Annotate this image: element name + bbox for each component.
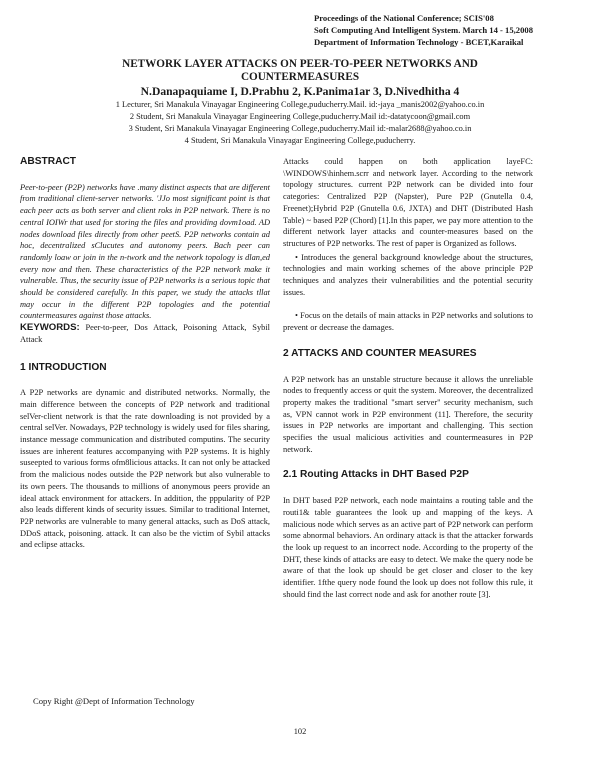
right-column <box>283 156 533 601</box>
section-2-heading: 2 ATTACKS AND COUNTER MEASURES <box>283 347 477 359</box>
copyright-footer: Copy Right @Dept of Information Technology <box>33 696 195 706</box>
introduction-heading: 1 INTRODUCTION <box>20 361 107 373</box>
affiliation-3: 3 Student, Sri Manakula Vinayagar Engineering College,puducherry.Mail id:-malar2688@yahoo.co.in <box>128 124 472 133</box>
attacks-intro-text: Attacks could happen on both application layeFC: \WINDOWS\hinhem.scrr and network layer. According to the network topology structures. current P2P network can be divided into four categories: Centralized P2P (Napster), Pure P2P (Gnutella 0.4, Freenet);Hybrid P2P (Gnutella 0.6, JXTA) and DHT (Distributed Hash Table) ~ based P2P (Chord) [1].In this paper, we pay more attention to the different network layer attacks and counter-measures based on the structures of P2P networks. The rest of paper is Organized as follows. <box>283 157 533 248</box>
page-number: 102 <box>293 727 307 736</box>
header-line-1: Proceedings of the National Conference; SCIS'08 <box>314 13 494 23</box>
header-line-3: Department of Information Technology - BCET,Karaikal <box>314 37 524 47</box>
bullet-2: • Focus on the details of main attacks in P2P networks and solutions to prevent or decrease the damages. <box>283 311 533 333</box>
paper-title-line-1: NETWORK LAYER ATTACKS ON PEER-TO-PEER NETWORKS AND <box>122 58 478 70</box>
paper-title-line-2: COUNTERMEASURES <box>240 71 360 83</box>
keywords <box>20 322 270 345</box>
header-line-2: Soft Computing And Intelligent System. March 14 - 15,2008 <box>314 25 533 35</box>
authors: N.Danapaquiame I, D.Prabhu 2, K.Panima1ar 3, D.Nivedhitha 4 <box>140 85 460 98</box>
left-column <box>20 156 270 551</box>
abstract-heading: ABSTRACT <box>20 156 77 167</box>
keywords-label: KEYWORDS: <box>20 322 80 334</box>
section-2-1-text: In DHT based P2P network, each node maintains a routing table and the routi1& table guarantees the look up and mapping of the keys. A malicious node which serves as an active part of P2P network can perform some abnormal behaviors. An ordinary attack is that the attacker forwards the look up request to an incorrect node. According to the property of the DHT, these kinds of attacks are easy to detect. We make the query node be aware of that the look up should be get closer and closer to the key identifier. 1fthe query node found the look up does not follow this rule, it should find the last correct node and ask for another route [3]. <box>283 496 533 599</box>
bullet-1: • Introduces the general background knowledge about the structures, technologies and main working schemes of the above principle P2P techniques and analyzes their vulnerabilities and the potential security issues. <box>283 252 533 297</box>
affiliation-1: 1 Lecturer, Sri Manakula Vinayagar Engineering College,puducherry.Mail. id:-jaya _manis2002@yahoo.co.in <box>115 100 485 109</box>
section-2-text: A P2P network has an unstable structure because it allows the unreliable nodes to frequently access or quit the system. Moreover, the decentralized property makes the traditional "smart server" security mechanism, such as, VPN cannot work in P2P environment (11]. Therefore, the security issues in P2P networks are important and challenging. This section specifies the usual malicious activities and countermeasures in P2P network. <box>283 374 533 454</box>
conference-header <box>314 12 594 48</box>
affiliation-2: 2 Student, Sri Manakula Vinayagar Engineering College,puducherry.Mail id:-datatycoon@gmail.com <box>129 112 471 121</box>
introduction-text: A P2P networks are dynamic and distributed networks. Normally, the main difference between the concepts of P2P network and traditional selVer-client network is that the rate downloading is not provided by a central selVer. Nowadays, P2P technology is widely used for files sharing, instance message communication and distributed computins. The security issues are inherent features accompanying with P2P systems. It is highly suseepted to various forms ofm8licious attacks. It can not only be attacked from the malicious nodes outside the P2P network but also vulnerable to its own peers. The thousands to millions of anonymous peers provide an ideal attack environment for attackers. In addition, the pppularity of P2P also leads different kinds of security issues. Similar to traditional Internet, P2P networks are vulnerable to many general attacks, such as DoS attack, DDoS attack, poisoning. attack. It can also be the victim of Sybil attacks and eclipse attacks. <box>20 388 270 550</box>
affiliations <box>20 99 580 147</box>
section-2-1-heading: 2.1 Routing Attacks in DHT Based P2P <box>283 469 469 481</box>
keywords-text: Peer-to-peer, Dos Attack, Poisoning Attack, Sybil Attack <box>20 323 270 344</box>
affiliation-4: 4 Student, Sri Manakula Vinayagar Engineering College,puducherry. <box>184 136 416 145</box>
abstract-text: Peer-to-peer (P2P) networks have .many distinct aspects that are different from traditional client-server networks. 'JJo most significant point is that each peer acts as both server and client roks in P2P network. There is no central IOIWr that used for storing the files and providing dovm1oad. AD nodes download files directly from other peetS. P2P networks contain ad hoc, decentralized sClucutes and autonomy peers. Bach peer can randomly loaw or join in the n-twork and the network topology is dlan,ed every now and then. These characteristics of the P2P network make it vulnerable. Thus, the security issue of P2P networks is a serious topic that should be considered carefully. In this paper, we study the attacks tllat may occur in the different P2P topologies and the potential countermeasures against those attacks. <box>20 182 270 321</box>
